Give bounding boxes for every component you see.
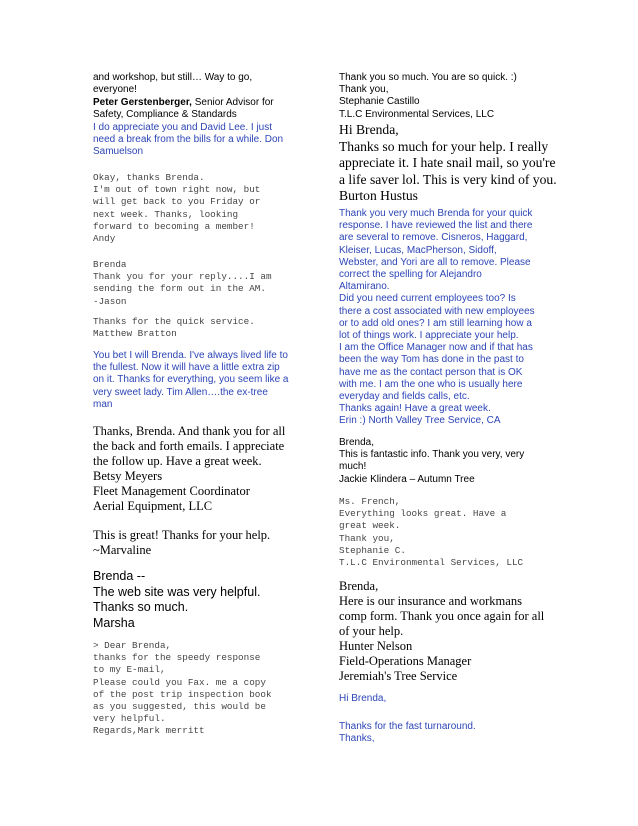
- message-jason: [93, 259, 305, 308]
- text-line: a life saver lol. This is very kind of you.: [339, 171, 557, 187]
- text-line: Matthew Bratton: [93, 328, 177, 340]
- text-line: forward to becoming a member!: [93, 220, 255, 232]
- text-line: Ms. French,: [339, 496, 401, 507]
- text-line: been the way Tom has done in the past to: [339, 354, 524, 366]
- text-line: very helpful.: [93, 713, 166, 725]
- text-line: lot of things work. I appreciate your help.: [339, 330, 519, 342]
- message-bratton: [93, 316, 305, 340]
- text-line: of the post trip inspection book: [93, 688, 272, 700]
- message-klindera: [339, 437, 551, 486]
- signer-name: Peter Gerstenberger,: [93, 97, 192, 108]
- text-line: Thanks again! Have a great week.: [339, 403, 491, 415]
- text-line: everyday and fields calls, etc.: [339, 391, 470, 403]
- text-line: are several to remove. Cisneros, Haggard,: [339, 232, 528, 244]
- message-nelson: [339, 579, 551, 684]
- text-line: Field-Operations Manager: [339, 654, 472, 668]
- message-fast-turnaround: [339, 721, 551, 745]
- text-line: T.L.C Environmental Services, LLC: [339, 557, 524, 569]
- text-line: very sweet lady. Tim Allen….the ex-tree: [93, 386, 268, 398]
- text-line: Thanks for the fast turnaround.: [339, 721, 476, 732]
- text-line: with me. I am the one who is usually here: [339, 378, 523, 390]
- text-line: or to add old ones? I am still learning how a: [339, 317, 532, 329]
- text-line: Brenda,: [339, 437, 375, 448]
- message-gerstenberger: [93, 97, 305, 121]
- text-line: [93, 97, 305, 109]
- text-line: Thank you,: [339, 84, 389, 96]
- text-line: Andy: [93, 233, 116, 245]
- text-line: Please could you Fax. me a copy: [93, 676, 266, 688]
- text-line: Thanks so much.: [93, 600, 189, 614]
- text-line: of your help.: [339, 624, 404, 638]
- text-line: Okay, thanks Brenda.: [93, 172, 205, 183]
- text-line: Hunter Nelson: [339, 639, 413, 653]
- text-line: ~Marvaline: [93, 543, 152, 557]
- text-line: Thank you so much. You are so quick. :): [339, 72, 517, 83]
- message-meyers: [93, 424, 305, 514]
- text-line: Safety, Compliance & Standards: [93, 109, 237, 121]
- text-line: Erin :) North Valley Tree Service, CA: [339, 415, 501, 427]
- text-line: Brenda,: [339, 579, 379, 593]
- text-line: The web site was very helpful.: [93, 584, 261, 599]
- text-line: will get back to you Friday or: [93, 196, 261, 208]
- text-line: > Dear Brenda,: [93, 640, 172, 651]
- text-line: Kleiser, Lucas, MacPherson, Sidoff,: [339, 244, 497, 256]
- text-line: Did you need current employees too? Is: [339, 293, 516, 305]
- text-line: You bet I will Brenda. I've always lived life to: [93, 350, 288, 361]
- message-workshop: [93, 72, 305, 96]
- text-line: Brenda: [93, 259, 127, 270]
- text-line: need a break from the bills for a while. Don: [93, 134, 284, 146]
- text-line: I do appreciate you and David Lee. I just: [93, 122, 273, 133]
- message-stephanie-c: [339, 496, 551, 569]
- text-line: great week.: [339, 520, 401, 532]
- text-line: Stephanie Castillo: [339, 96, 420, 108]
- message-marsha: [93, 569, 305, 631]
- text-line: Jeremiah's Tree Service: [339, 669, 458, 683]
- text-line: Betsy Meyers: [93, 469, 163, 483]
- text-line: Fleet Management Coordinator: [93, 484, 250, 498]
- text-line: Jackie Klindera – Autumn Tree: [339, 473, 475, 485]
- text-line: -Jason: [93, 295, 127, 307]
- message-castillo: [339, 72, 551, 121]
- text-line: Stephanie C.: [339, 544, 406, 556]
- text-line: the back and forth emails. I appreciate: [93, 439, 285, 453]
- message-samuelson: [93, 122, 305, 159]
- text-line: the follow up. Have a great week.: [93, 454, 262, 468]
- text-line: Altamirano.: [339, 281, 390, 293]
- text-line: Thanks,: [339, 733, 375, 745]
- text-line: T.L.C Environmental Services, LLC: [339, 108, 495, 120]
- text-line: much!: [339, 461, 367, 473]
- text-line: the fullest. Now it will have a little extra zip: [93, 362, 280, 374]
- text-line: next week. Thanks, looking: [93, 208, 239, 220]
- text-line: Samuelson: [93, 146, 144, 158]
- message-erin: [339, 208, 551, 428]
- text-line: have me as the contact person that is OK: [339, 366, 523, 378]
- text-line: Burton Hustus: [339, 188, 418, 203]
- text-line: correct the spelling for Alejandro: [339, 269, 482, 281]
- text-line: Everything looks great. Have a: [339, 508, 507, 520]
- text-line: thanks for the speedy response: [93, 652, 261, 664]
- text-line: Aerial Equipment, LLC: [93, 499, 213, 513]
- text-line: Hi Brenda,: [339, 122, 399, 137]
- message-andy: [93, 172, 305, 245]
- text-line: there a cost associated with new employees: [339, 305, 535, 317]
- text-line: appreciate it. I hate snail mail, so you're: [339, 155, 556, 170]
- message-hustus: [339, 122, 557, 205]
- text-line: Thanks so much for your help. I really: [339, 138, 549, 154]
- text-line: Marsha: [93, 615, 135, 630]
- text-line: comp form. Thank you once again for all: [339, 609, 545, 623]
- message-merritt: [93, 640, 305, 738]
- text-line: on it. Thanks for everything, you seem like a: [93, 374, 289, 386]
- text-line: Here is our insurance and workmans: [339, 594, 522, 608]
- text-line: as you suggested, this would be: [93, 701, 266, 713]
- text-line: Thank you very much Brenda for your quick: [339, 208, 533, 219]
- text-line: and workshop, but still… Way to go,: [93, 72, 253, 83]
- text-line: man: [93, 398, 113, 410]
- text-line: Regards,Mark merritt: [93, 725, 205, 737]
- text-line: I am the Office Manager now and if that has: [339, 342, 533, 354]
- text-line: Thanks for the quick service.: [93, 316, 255, 327]
- text-line: response. I have reviewed the list and there: [339, 220, 533, 232]
- message-marvaline: [93, 528, 305, 558]
- message-allen: [93, 350, 305, 411]
- text-line: to my E-mail,: [93, 664, 166, 676]
- text-line: Thank you,: [339, 532, 395, 544]
- signer-title: Senior Advisor for: [191, 97, 274, 108]
- text-line: Thank you for your reply....I am: [93, 271, 272, 283]
- text-line: sending the form out in the AM.: [93, 283, 266, 295]
- text-line: Webster, and Yori are all to remove. Please: [339, 256, 531, 268]
- text-line: Hi Brenda,: [339, 693, 387, 704]
- text-line: Brenda --: [93, 569, 146, 583]
- text-line: Thanks, Brenda. And thank you for all: [93, 424, 286, 438]
- text-line: I'm out of town right now, but: [93, 184, 261, 196]
- message-hi-brenda: [339, 693, 551, 705]
- text-line: everyone!: [93, 84, 137, 96]
- text-line: This is fantastic info. Thank you very, very: [339, 449, 525, 461]
- text-line: This is great! Thanks for your help.: [93, 528, 271, 542]
